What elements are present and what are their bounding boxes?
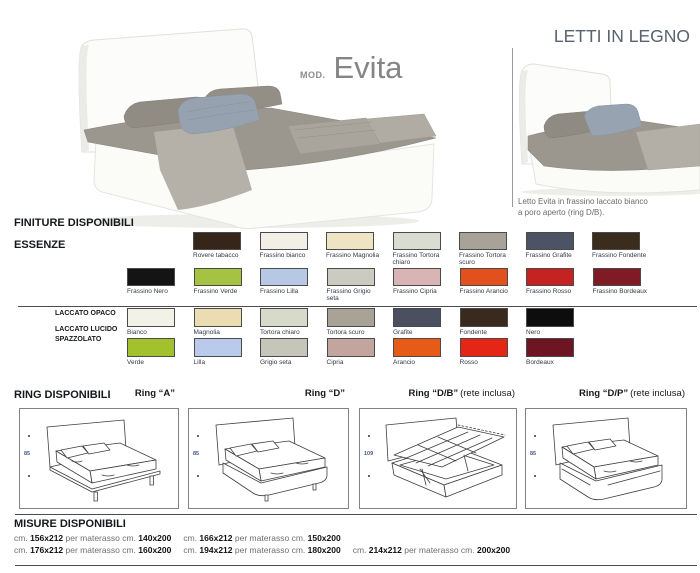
essenze-label: ESSENZE	[14, 239, 66, 251]
measure-row-1	[14, 533, 353, 543]
swatch-label: Grafite	[393, 329, 413, 336]
color-swatch	[460, 268, 508, 286]
swatch-label: Arancio	[393, 359, 416, 366]
model-prefix: MOD.	[300, 70, 326, 80]
finish-swatch-grigio-seta	[260, 338, 327, 366]
color-swatch	[526, 338, 574, 357]
swatch-label: Frassino Tortora chiaro	[392, 252, 440, 266]
finish-swatch-frassino-tortora-chiaro	[393, 232, 460, 266]
measure-item: cm. 194x212 per materasso cm. 180x200	[183, 545, 341, 555]
measure-item: cm. 214x212 per materasso cm. 200x200	[352, 545, 511, 555]
essenze-row-2	[127, 268, 659, 302]
swatch-label: Frassino Grigio seta	[326, 288, 371, 302]
color-swatch	[393, 268, 441, 286]
finish-swatch-rovere-tabacco	[193, 232, 260, 266]
photo-caption-line2: a poro aperto (ring D/B).	[518, 208, 605, 217]
swatch-label: Bianco	[127, 329, 147, 336]
ring-a-diagram	[19, 408, 179, 509]
page-title: LETTI IN LEGNO	[553, 26, 690, 46]
color-swatch	[260, 268, 308, 286]
color-swatch	[526, 308, 574, 327]
ring-d-diagram	[188, 408, 349, 509]
bed-line-drawing	[32, 413, 174, 504]
finish-swatch-tortora-scuro	[327, 308, 394, 336]
bed-line-drawing	[538, 413, 680, 504]
dim-tick	[534, 435, 536, 437]
laccato-row-1	[127, 308, 593, 336]
dim-tick	[28, 435, 30, 437]
misure-title: MISURE DISPONIBILI	[14, 518, 126, 530]
swatch-label: Lilla	[193, 359, 206, 366]
color-swatch	[127, 308, 175, 327]
swatch-label: Frassino Rosso	[526, 288, 572, 295]
laccato-lucido-line1: LACCATO LUCIDO	[55, 326, 118, 333]
color-swatch	[327, 338, 375, 357]
color-swatch	[592, 232, 640, 250]
finish-swatch-rosso	[460, 338, 527, 366]
finish-swatch-bordeaux	[526, 338, 593, 366]
color-swatch	[460, 338, 508, 357]
color-swatch	[326, 232, 374, 250]
finish-swatch-frassino-arancio	[460, 268, 527, 302]
finish-swatch-nero	[526, 308, 593, 336]
height-dimension: 109	[364, 451, 374, 457]
finish-swatch-cipria	[327, 338, 394, 366]
color-swatch	[327, 308, 375, 327]
essenze-row-1	[193, 232, 659, 266]
color-swatch	[193, 232, 241, 250]
model-title	[300, 50, 402, 86]
main-bed-photo	[36, 20, 484, 232]
color-swatch	[194, 308, 242, 327]
measure-item: cm. 176x212 per materasso cm. 160x200	[14, 545, 172, 555]
swatch-label: Frassino Cipria	[393, 288, 437, 295]
swatch-label: Nero	[526, 329, 541, 336]
swatch-label: Frassino Nero	[127, 288, 168, 295]
swatch-label: Frassino Lilla	[260, 288, 299, 295]
finish-swatch-frassino-rosso	[526, 268, 593, 302]
swatch-label: Cipria	[326, 359, 344, 366]
color-swatch	[127, 338, 175, 357]
swatch-label: Verde	[127, 359, 144, 366]
finiture-title: FINITURE DISPONIBILI	[14, 217, 134, 229]
storage-bed-line-drawing	[372, 413, 514, 504]
color-swatch	[327, 268, 375, 286]
finish-swatch-lilla	[194, 338, 261, 366]
height-dimension: 85	[530, 451, 537, 457]
bed-line-drawing	[201, 413, 343, 504]
swatch-label: Frassino Tortora scuro	[459, 252, 506, 266]
dim-tick	[197, 475, 199, 477]
color-swatch	[194, 338, 242, 357]
finish-swatch-frassino-tortora-scuro	[459, 232, 526, 266]
color-swatch	[526, 268, 574, 286]
measure-row-2	[14, 545, 522, 555]
color-swatch	[127, 268, 175, 286]
ring-db-diagram	[359, 408, 517, 509]
color-swatch	[260, 338, 308, 357]
finish-swatch-frassino-nero	[127, 268, 194, 302]
dim-tick	[368, 475, 370, 477]
swatch-label: Magnolia	[193, 329, 220, 336]
laccato-lucido-label	[55, 325, 117, 345]
color-swatch	[459, 232, 507, 250]
color-swatch	[260, 308, 308, 327]
dim-tick	[534, 475, 536, 477]
color-swatch	[393, 338, 441, 357]
finish-swatch-frassino-grafite	[526, 232, 593, 266]
swatch-label: Bordeaux	[526, 359, 554, 366]
photo-caption	[518, 196, 696, 218]
swatch-label: Tortora scuro	[326, 329, 365, 336]
finish-swatch-frassino-magnolia	[326, 232, 393, 266]
measure-item: cm. 166x212 per materasso cm. 150x200	[183, 533, 341, 543]
color-swatch	[260, 232, 308, 250]
height-dimension: 85	[193, 451, 200, 457]
photo-caption-line1: Letto Evita in frassino laccato bianco	[518, 197, 648, 206]
finish-swatch-frassino-bordeaux	[593, 268, 660, 302]
swatch-label: Frassino Arancio	[459, 288, 508, 295]
ring-title: RING DISPONIBILI	[14, 389, 111, 401]
swatch-label: Frassino bianco	[259, 252, 306, 259]
color-swatch	[393, 308, 441, 327]
finish-swatch-arancio	[393, 338, 460, 366]
finish-swatch-frassino-bianco	[260, 232, 327, 266]
finish-swatch-fondente	[460, 308, 527, 336]
finish-swatch-frassino-cipria	[393, 268, 460, 302]
separator	[18, 306, 697, 307]
swatch-label: Rosso	[459, 359, 478, 366]
swatch-label: Fondente	[459, 329, 487, 336]
swatch-label: Frassino Fondente	[592, 252, 647, 259]
dim-tick	[197, 435, 199, 437]
finish-swatch-frassino-lilla	[260, 268, 327, 302]
separator	[15, 514, 697, 515]
swatch-label: Tortora chiaro	[260, 329, 300, 336]
ring-option-dp-title: Ring “D/P” (rete inclusa)	[578, 388, 685, 399]
finish-swatch-magnolia	[194, 308, 261, 336]
color-swatch	[194, 268, 242, 286]
finish-swatch-frassino-verde	[194, 268, 261, 302]
finish-swatch-tortora-chiaro	[260, 308, 327, 336]
ring-option-d-title: Ring “D”	[304, 388, 345, 399]
ring-option-a-title: Ring “A”	[134, 388, 175, 399]
dim-tick	[28, 475, 30, 477]
separator	[15, 565, 697, 566]
color-swatch	[393, 232, 441, 250]
finish-swatch-bianco	[127, 308, 194, 336]
ring-dp-diagram	[525, 408, 687, 509]
laccato-row-2	[127, 338, 593, 366]
model-name: Evita	[333, 50, 403, 85]
swatch-label: Rovere tabacco	[193, 252, 239, 259]
swatch-label: Frassino Verde	[193, 288, 238, 295]
laccato-lucido-line2: SPAZZOLATO	[55, 336, 102, 343]
swatch-label: Frassino Bordeaux	[592, 288, 648, 295]
swatch-label: Frassino Magnolia	[326, 252, 380, 259]
swatch-label: Grigio seta	[260, 359, 292, 366]
swatch-label: Frassino Grafite	[525, 252, 572, 259]
detail-bed-photo	[514, 46, 700, 196]
finish-swatch-frassino-fondente	[592, 232, 659, 266]
color-swatch	[460, 308, 508, 327]
laccato-opaco-label: LACCATO OPACO	[55, 310, 116, 317]
vertical-divider	[512, 48, 513, 207]
finish-swatch-verde	[127, 338, 194, 366]
color-swatch	[526, 232, 574, 250]
finish-swatch-grafite	[393, 308, 460, 336]
height-dimension: 85	[24, 451, 31, 457]
finish-swatch-frassino-grigio-seta	[327, 268, 394, 302]
color-swatch	[593, 268, 641, 286]
measure-item: cm. 156x212 per materasso cm. 140x200	[14, 533, 172, 543]
dim-tick	[368, 435, 370, 437]
ring-option-db-title: Ring “D/B” (rete inclusa)	[408, 388, 515, 399]
